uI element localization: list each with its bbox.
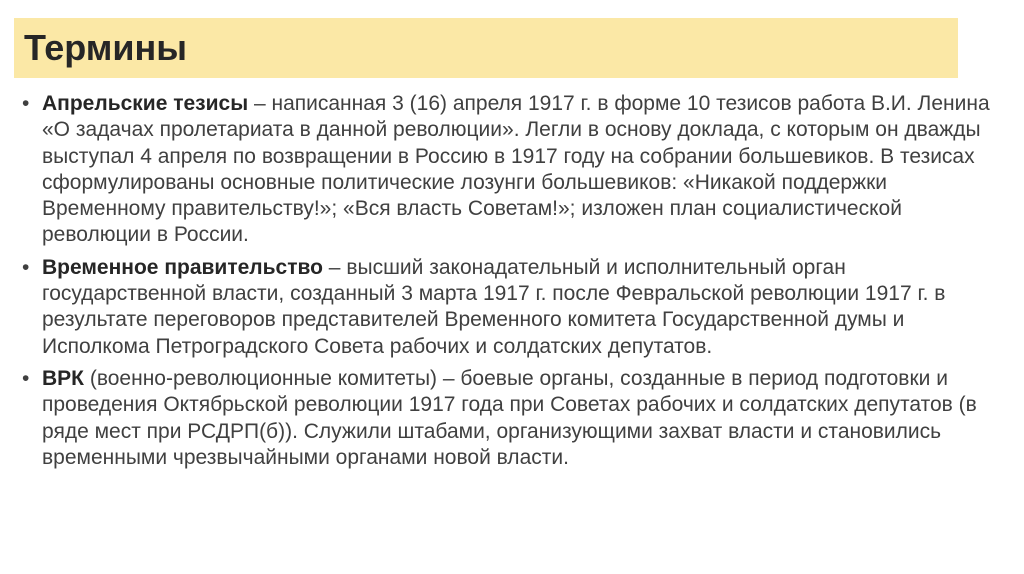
bullet-icon: • [22,92,30,115]
term-name: ВРК [42,366,84,390]
term-item-vrk [22,366,1002,471]
bullet-icon: • [22,366,30,390]
title-bar [14,18,958,78]
term-name: Апрельские тезисы [42,92,249,115]
term-item-april-theses [22,91,1002,249]
terms-list [22,91,1002,477]
slide-title: Термины [24,27,187,68]
term-definition: – высший законадательный и исполнительный орган государственной власти, созданный 3 марта 1917 г. после Февральской революции 1917 г. в результате переговоров представителей Временного комитета Государственной думы и Исполкома Петроградского Совета рабочих и солдатских депутатов. [42,255,946,358]
term-item-provisional-government [22,255,1002,360]
term-name: Временное правительство [42,255,323,279]
term-definition: (военно-революционные комитеты) – боевые органы, созданные в период подготовки и проведения Октябрьской революции 1917 года при Советах рабочих и солдатских депутатов (в ряде мест при РСДРП(б)). Служили штабами, организующими захват власти и становились временными чрезвычайными органами новой власти. [42,366,977,469]
term-definition: – написанная 3 (16) апреля 1917 г. в форме 10 тезисов работа В.И. Ленина «О задачах пролетариата в данной революции». Легли в основу доклада, с которым он дважды выступал 4 апреля по возвращении в Россию в 1917 году на собрании большевиков. В тезисах сформулированы основные политические лозунги большевиков: «Никакой поддержки Временному правительству!»; «Вся власть Советам!»; изложен план социалистической революции в России. [42,92,990,247]
bullet-icon: • [22,255,30,279]
